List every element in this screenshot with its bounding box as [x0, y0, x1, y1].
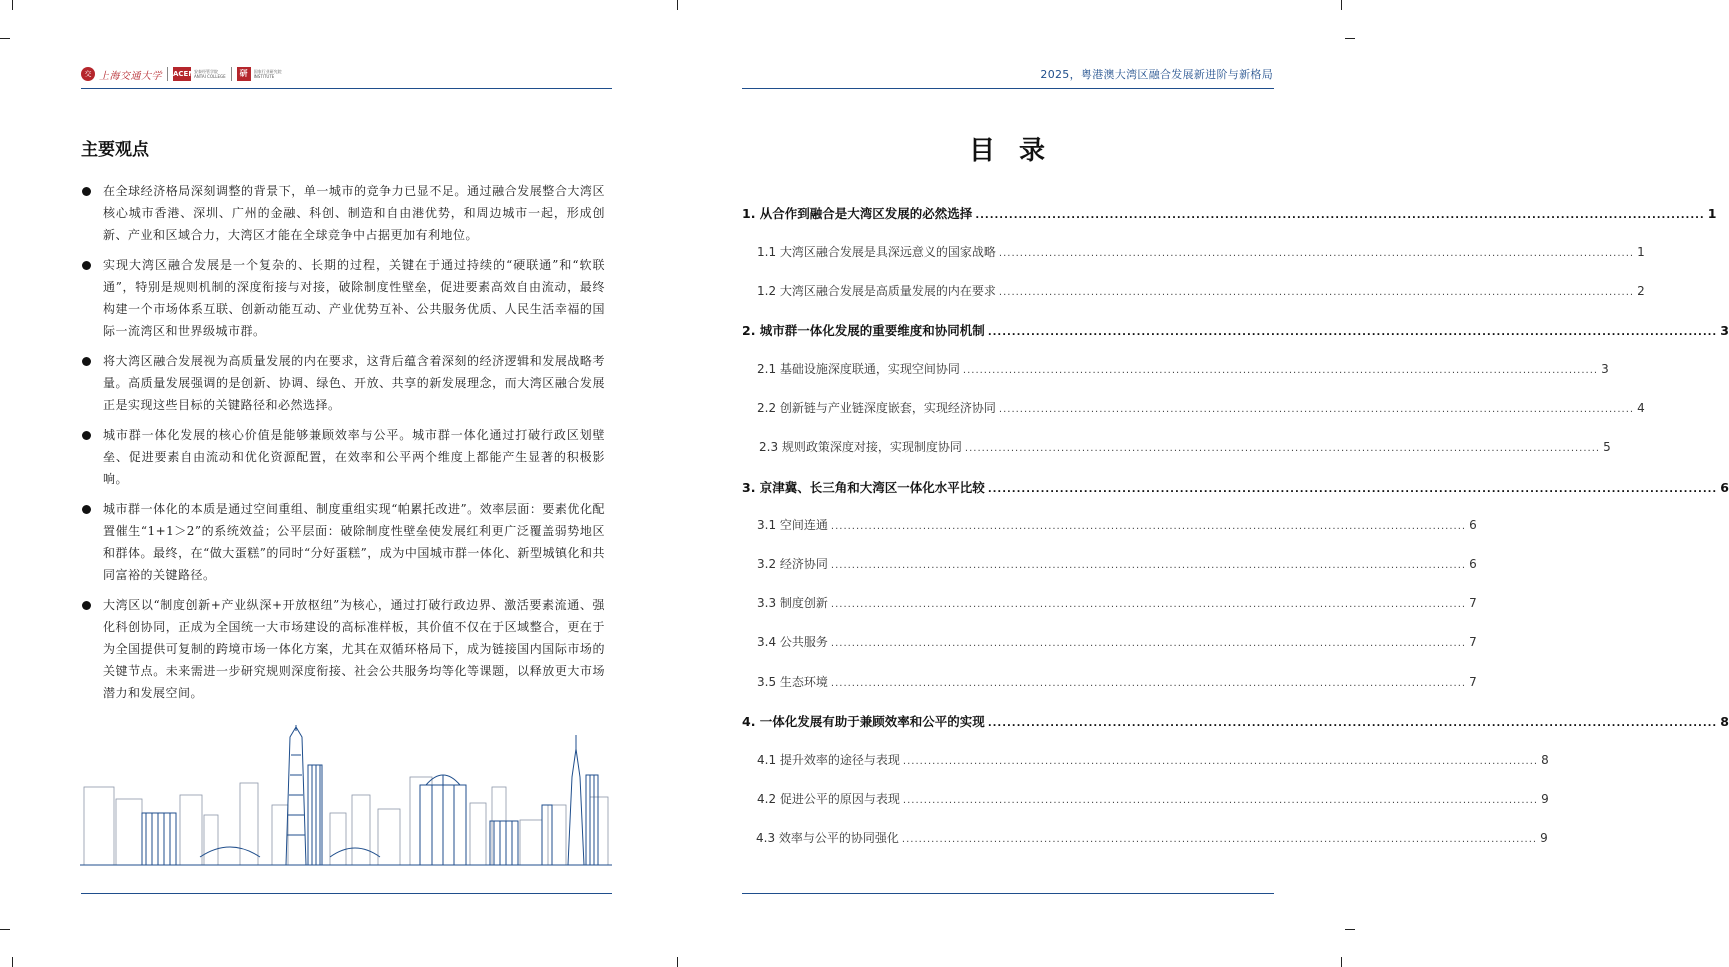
- sjtu-logo: [81, 67, 162, 82]
- toc-leader: ........................................................................................................................................................: [902, 795, 1539, 806]
- sjtu-name: 上海交通大学: [99, 70, 162, 82]
- toc-leader: ........................................................................................................................................................: [830, 521, 1467, 532]
- key-points-title: 主要观点: [81, 140, 149, 160]
- toc-entry[interactable]: [742, 204, 1717, 222]
- toc-entry-text: 3.2 经济协同: [757, 557, 828, 571]
- toc-entry-text: 3.4 公共服务: [757, 635, 828, 649]
- toc-entry[interactable]: [756, 829, 1548, 846]
- city-skyline-illustration: [80, 725, 612, 872]
- crop-mark: [1341, 0, 1342, 10]
- toc-leader: ........................................................................................................................................................: [998, 404, 1635, 415]
- crop-mark: [1345, 929, 1355, 930]
- iir-line1: 国家行业研究院: [253, 69, 282, 74]
- toc-entry-text: 2.2 创新链与产业链深度嵌套，实现经济协同: [757, 401, 996, 415]
- toc-entry[interactable]: [757, 555, 1477, 572]
- crop-mark: [12, 0, 13, 10]
- crop-mark: [1341, 957, 1342, 967]
- toc-entry-text: 4.3 效率与公平的协同强化: [756, 831, 899, 845]
- acem-line1: 安泰经管学院: [194, 69, 218, 74]
- toc-leader: ........................................................................................................................................................: [987, 484, 1718, 495]
- toc-entry-text: 4.2 促进公平的原因与表现: [757, 792, 900, 806]
- iir-logo-text: [254, 69, 282, 79]
- toc-entry-text: 4. 一体化发展有助于兼顾效率和公平的实现: [742, 714, 985, 729]
- sjtu-seal-icon: 交: [81, 67, 95, 81]
- toc-leader: ........................................................................................................................................................: [902, 756, 1539, 767]
- toc-title: 目录: [969, 136, 1070, 166]
- toc-entry[interactable]: [757, 633, 1477, 650]
- toc-page-number: 8: [1720, 714, 1729, 729]
- toc-page-number: 6: [1720, 480, 1729, 495]
- key-points-list: [81, 180, 605, 712]
- toc-page-number: 5: [1603, 440, 1611, 454]
- bullet-icon: [82, 431, 91, 440]
- toc-page-number: 1: [1637, 245, 1645, 259]
- bullet-icon: [82, 357, 91, 366]
- toc-leader: ........................................................................................................................................................: [830, 638, 1467, 649]
- toc-page-number: 7: [1469, 675, 1477, 689]
- header-logos: [81, 66, 282, 82]
- toc-entry-text: 3.5 生态环境: [757, 675, 828, 689]
- toc-entry[interactable]: [757, 516, 1477, 533]
- bullet-icon: [82, 261, 91, 270]
- right-footer-rule: [742, 893, 1274, 894]
- left-header-rule: [81, 88, 612, 89]
- toc-entry[interactable]: [742, 478, 1729, 496]
- toc-page-number: 6: [1469, 518, 1477, 532]
- toc-entry-text: 1.2 大湾区融合发展是高质量发展的内在要求: [757, 284, 996, 298]
- toc-leader: ........................................................................................................................................................: [830, 560, 1467, 571]
- key-point-text: 实现大湾区融合发展是一个复杂的、长期的过程，关键在于通过持续的“硬联通”和“软联通”，特别是规则机制的深度衔接与对接，破除制度性壁垒，促进要素高效自由流动，最终构建一个市场体系互联、创新动能互动、产业优势互补、公共服务优质、人民生活幸福的国际一流湾区和世界级城市群。: [103, 258, 605, 338]
- toc-page-number: 7: [1469, 635, 1477, 649]
- crop-mark: [677, 957, 678, 967]
- toc-page-number: 3: [1720, 323, 1729, 338]
- toc-entry[interactable]: [757, 282, 1645, 299]
- toc-page-number: 4: [1637, 401, 1645, 415]
- key-point-text: 城市群一体化发展的核心价值是能够兼顾效率与公平。城市群一体化通过打破行政区划壁垒、促进要素自由流动和优化资源配置，在效率和公平两个维度上都能产生显著的积极影响。: [103, 428, 605, 486]
- toc-page-number: 8: [1541, 753, 1549, 767]
- toc-entry-text: 3.1 空间连通: [757, 518, 828, 532]
- crop-mark: [1345, 38, 1355, 39]
- report-running-title: 2025，粤港澳大湾区融合发展新进阶与新格局: [1040, 68, 1273, 81]
- toc-entry-text: 1. 从合作到融合是大湾区发展的必然选择: [742, 206, 973, 221]
- toc-leader: ........................................................................................................................................................: [830, 678, 1467, 689]
- toc-entry[interactable]: [757, 360, 1609, 377]
- toc-entry[interactable]: [757, 673, 1477, 690]
- toc-page-number: 6: [1469, 557, 1477, 571]
- toc-leader: ........................................................................................................................................................: [962, 365, 1599, 376]
- toc-entry-text: 3. 京津冀、长三角和大湾区一体化水平比较: [742, 480, 985, 495]
- toc-leader: ........................................................................................................................................................: [975, 210, 1705, 221]
- crop-mark: [0, 929, 10, 930]
- toc-entry[interactable]: [742, 712, 1729, 730]
- toc-leader: ........................................................................................................................................................: [830, 599, 1467, 610]
- toc-entry[interactable]: [742, 321, 1729, 339]
- toc-leader: ........................................................................................................................................................: [998, 248, 1635, 259]
- toc-page-number: 7: [1469, 596, 1477, 610]
- key-point: [81, 498, 605, 586]
- acem-logo-mark: ACEM: [173, 67, 191, 81]
- bullet-icon: [82, 601, 91, 610]
- key-point-text: 城市群一体化的本质是通过空间重组、制度重组实现“帕累托改进”。效率层面：要素优化配置催生“1+1＞2”的系统效益；公平层面：破除制度性壁垒使发展红利更广泛覆盖弱势地区和群体。最终，在“做大蛋糕”的同时“分好蛋糕”，成为中国城市群一体化、新型城镇化和共同富裕的关键路径。: [103, 502, 605, 582]
- toc-entry-text: 2.1 基础设施深度联通，实现空间协同: [757, 362, 960, 376]
- toc-leader: ........................................................................................................................................................: [964, 443, 1601, 454]
- toc-entry[interactable]: [757, 243, 1645, 260]
- toc-entry-text: 2.3 规则政策深度对接，实现制度协同: [759, 440, 962, 454]
- logo-divider: [231, 67, 232, 81]
- key-point-text: 将大湾区融合发展视为高质量发展的内在要求，这背后蕴含着深刻的经济逻辑和发展战略考量。高质量发展强调的是创新、协调、绿色、开放、共享的新发展理念，而大湾区融合发展正是实现这些目标的关键路径和必然选择。: [103, 354, 605, 412]
- toc-leader: ........................................................................................................................................................: [998, 287, 1635, 298]
- toc-page-number: 2: [1637, 284, 1645, 298]
- key-point-text: 大湾区以“制度创新+产业纵深+开放枢纽”为核心，通过打破行政边界、激活要素流通、强化科创协同，正成为全国统一大市场建设的高标准样板，其价值不仅在于区域整合，更在于为全国提供可复制的跨境市场一体化方案，尤其在双循环格局下，成为链接国内国际市场的关键节点。未来需进一步研究规则深度衔接、社会公共服务均等化等课题，以释放更大市场潜力和发展空间。: [103, 598, 605, 700]
- toc-page-number: 9: [1540, 831, 1548, 845]
- toc-entry[interactable]: [757, 399, 1645, 416]
- left-footer-rule: [81, 893, 612, 894]
- skyline-background-buildings: [84, 777, 608, 865]
- toc-page-number: 1: [1707, 206, 1717, 221]
- toc-entry-text: 2. 城市群一体化发展的重要维度和协同机制: [742, 323, 985, 338]
- key-point: [81, 254, 605, 342]
- toc-entry-text: 4.1 提升效率的途径与表现: [757, 753, 900, 767]
- key-point: [81, 180, 605, 246]
- key-point: [81, 350, 605, 416]
- crop-mark: [0, 38, 10, 39]
- iir-logo-mark: 研: [237, 67, 251, 81]
- toc-entry[interactable]: [759, 438, 1611, 455]
- toc-entry[interactable]: [757, 594, 1477, 611]
- toc-leader: ........................................................................................................................................................: [987, 327, 1718, 338]
- toc-entry-text: 3.3 制度创新: [757, 596, 828, 610]
- toc-page-number: 3: [1601, 362, 1609, 376]
- toc-leader: ........................................................................................................................................................: [987, 718, 1718, 729]
- toc-entry[interactable]: [757, 751, 1549, 768]
- toc-page-number: 9: [1541, 792, 1549, 806]
- crop-mark: [12, 957, 13, 967]
- bullet-icon: [82, 187, 91, 196]
- iir-line2: INSTITUTE: [253, 74, 275, 79]
- acem-line2: ANTAI COLLEGE: [194, 74, 226, 79]
- key-point-text: 在全球经济格局深刻调整的背景下，单一城市的竞争力已显不足。通过融合发展整合大湾区核心城市香港、深圳、广州的金融、科创、制造和自由港优势，和周边城市一起，形成创新、产业和区域合力，大湾区才能在全球竞争中占据更加有利地位。: [103, 184, 605, 242]
- toc-entry[interactable]: [757, 790, 1549, 807]
- toc-entry-text: 1.1 大湾区融合发展是具深远意义的国家战略: [757, 245, 996, 259]
- bullet-icon: [82, 505, 91, 514]
- key-point: [81, 594, 605, 704]
- toc-leader: ........................................................................................................................................................: [901, 834, 1538, 845]
- logo-divider: [167, 67, 168, 81]
- key-point: [81, 424, 605, 490]
- right-header-rule: [742, 88, 1274, 89]
- crop-mark: [677, 0, 678, 10]
- acem-logo-text: [194, 69, 226, 79]
